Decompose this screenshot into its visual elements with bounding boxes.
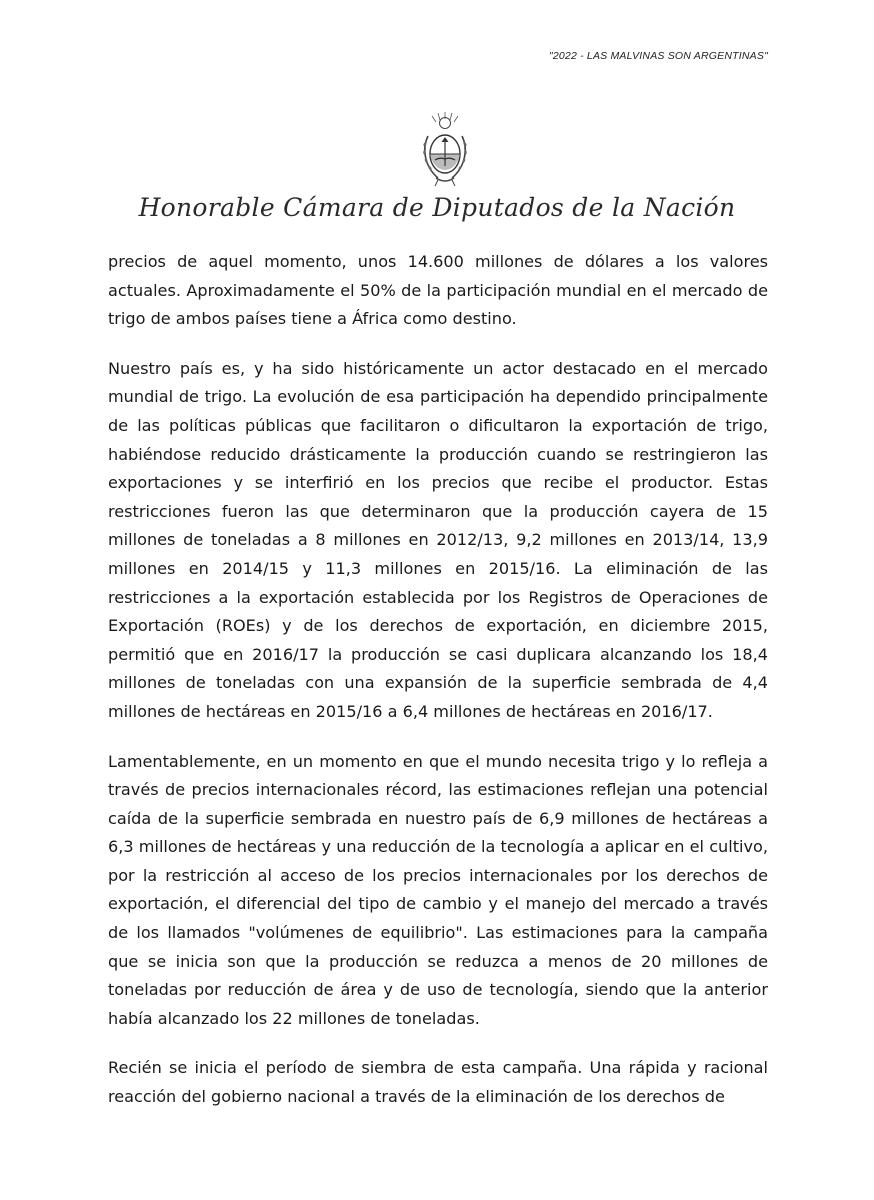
- body-paragraph: precios de aquel momento, unos 14.600 millones de dólares a los valores actuales. Aproximadamente el 50% de la participación mundial en el mercado de trigo de ambos países tiene a África como destino.: [108, 252, 768, 329]
- national-coat-of-arms-icon: [416, 110, 474, 188]
- body-paragraph: Nuestro país es, y ha sido históricamente un actor destacado en el mercado mundial de trigo. La evolución de esa participación ha dependido principalmente de las políticas públicas que facilitaron o dificultaron la exportación de trigo, habiéndose reducido drásticamente la producción cuando se restringieron las exportaciones y se interfirió en los precios que recibe el productor. Estas restricciones fueron las que determinaron que la producción cayera de 15 millones de toneladas a 8 millones en 2012/13, 9,2 millones en 2013/14, 13,9 millones en 2014/15 y 11,3 millones en 2015/16. La eliminación de las restricciones a la exportación establecida por los Registros de Operaciones de Exportación (ROEs) y de los derechos de exportación, en diciembre 2015, permitió que en 2016/17 la producción se casi duplicara alcanzando los 18,4 millones de toneladas con una expansión de la superficie sembrada de 4,4 millones de hectáreas en 2015/16 a 6,4 millones de hectáreas en 2016/17.: [108, 358, 768, 721]
- document-body: [108, 248, 768, 1133]
- body-paragraph: Lamentablemente, en un momento en que el mundo necesita trigo y lo refleja a través de precios internacionales récord, las estimaciones reflejan una potencial caída de la superficie sembrada en nuestro país de 6,9 millones de hectáreas a 6,3 millones de hectáreas y una reducción de la tecnología a aplicar en el cultivo, por la restricción al acceso de los precios internacionales por los derechos de exportación, el diferencial del tipo de cambio y el manejo del mercado a través de los llamados "volúmenes de equilibrio". Las estimaciones para la campaña que se inicia son que la producción se reduzca a menos de 20 millones de toneladas por reducción de área y de uso de tecnología, siendo que la anterior había alcanzado los 22 millones de toneladas.: [108, 751, 768, 1028]
- chamber-name-heading: Honorable Cámara de Diputados de la Nación: [138, 193, 736, 222]
- header-motto: "2022 - LAS MALVINAS SON ARGENTINAS": [548, 50, 768, 62]
- body-paragraph: Recién se inicia el período de siembra de esta campaña. Una rápida y racional reacción del gobierno nacional a través de la eliminación de los derechos de: [108, 1058, 768, 1107]
